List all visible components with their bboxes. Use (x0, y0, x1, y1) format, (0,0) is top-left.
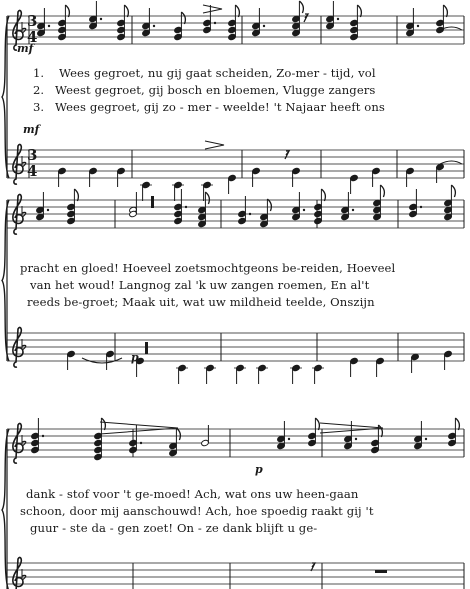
whole-rest-icon (375, 570, 387, 573)
lyric-line-s2-v2: van het woud! Langnog zal 'k uw zangen roemen, En al't (30, 278, 370, 292)
flat-icon (22, 212, 26, 217)
note-flag (451, 185, 455, 197)
dot (48, 25, 50, 27)
dot (153, 25, 155, 27)
dot (249, 213, 251, 215)
dot (352, 209, 354, 211)
lyric-line-s1-v1: Wees gegroet, nu gij gaat scheiden, Zo-mer - tijd, vol (59, 66, 376, 80)
lyric-line-s2-v1: pracht en gloed! Hoeveel zoetsmochtgeons be-reiden, Hoeveel (20, 261, 396, 275)
dot (214, 22, 216, 24)
note-flag (315, 418, 319, 430)
accent-mark (203, 5, 222, 13)
decrescendo-hairpin (100, 422, 178, 434)
flat-icon (22, 162, 26, 167)
verse-number-3: 3. (33, 100, 45, 114)
dot (42, 435, 44, 437)
dot (420, 206, 422, 208)
dot (303, 209, 305, 211)
dot (355, 438, 357, 440)
eighth-rest-icon (304, 14, 308, 22)
lyric-line-s1-v3: Wees gegroet, gij zo - mer - weelde! 't Najaar heeft ons (55, 100, 385, 114)
note-flag (455, 418, 459, 430)
dot (337, 18, 339, 20)
dot (425, 438, 427, 440)
dynamic-p-system2: p (131, 351, 139, 364)
system-brace (2, 16, 9, 178)
note-flag (124, 5, 128, 17)
flat-icon (22, 345, 26, 350)
note-flag (65, 5, 69, 17)
dot (185, 206, 187, 208)
time-signature-bottom-lower: 4 (27, 162, 38, 180)
system-brace (2, 200, 9, 361)
tie (440, 161, 462, 164)
stress-mark (151, 196, 154, 208)
lyric-line-s2-v3: reeds be-groet; Maak uit, wat uw mildheid teelde, Onszijn (27, 295, 375, 309)
time-signature-top-upper: 3 (27, 12, 38, 30)
flat-icon (22, 28, 26, 33)
lyric-line-s3-v3: guur - ste da - gen zoet! On - ze dank blijft u ge- (30, 521, 318, 535)
verse-number-1: 1. (33, 66, 45, 80)
stress-mark (145, 342, 148, 354)
tie (82, 358, 122, 363)
dynamic-mf-lower: mf (23, 123, 40, 136)
lyric-line-s1-v2: Weest gegroet, gij bosch en bloemen, Vlugge zangers (55, 83, 376, 97)
time-signature-bottom-upper: 4 (27, 28, 38, 46)
note-flag (357, 5, 361, 17)
dot (100, 18, 102, 20)
dot (288, 438, 290, 440)
lyric-line-s3-v2: schoon, door mij aanschouwd! Ach, hoe spoedig raakt gij 't (20, 504, 374, 518)
system-brace (2, 429, 9, 589)
note-flag (205, 192, 209, 204)
accent-mark (205, 141, 224, 149)
note-flag (299, 1, 303, 13)
flat-icon (22, 441, 26, 446)
dot (140, 442, 142, 444)
lyric-line-s3-v1: dank - stof voor 't ge-moed! Ach, wat ons uw heen-gaan (26, 487, 359, 501)
dynamic-p-system3: p (255, 463, 263, 476)
note-flag (235, 5, 239, 17)
eighth-rest-icon (285, 151, 289, 159)
time-signature-top-lower: 3 (27, 146, 38, 164)
note-flag (378, 425, 382, 437)
note-flag (267, 199, 271, 211)
dynamic-mf-upper: mf (17, 42, 34, 55)
dot (47, 209, 49, 211)
verse-number-2: 2. (33, 83, 45, 97)
dot (263, 25, 265, 27)
dot (417, 25, 419, 27)
note-flag (443, 5, 447, 17)
note-flag (321, 189, 325, 201)
note-flag (176, 428, 180, 440)
flat-icon (22, 575, 26, 580)
note-flag (74, 189, 78, 201)
note-flag (101, 418, 105, 430)
note-flag (181, 12, 185, 24)
note-flag (380, 185, 384, 197)
